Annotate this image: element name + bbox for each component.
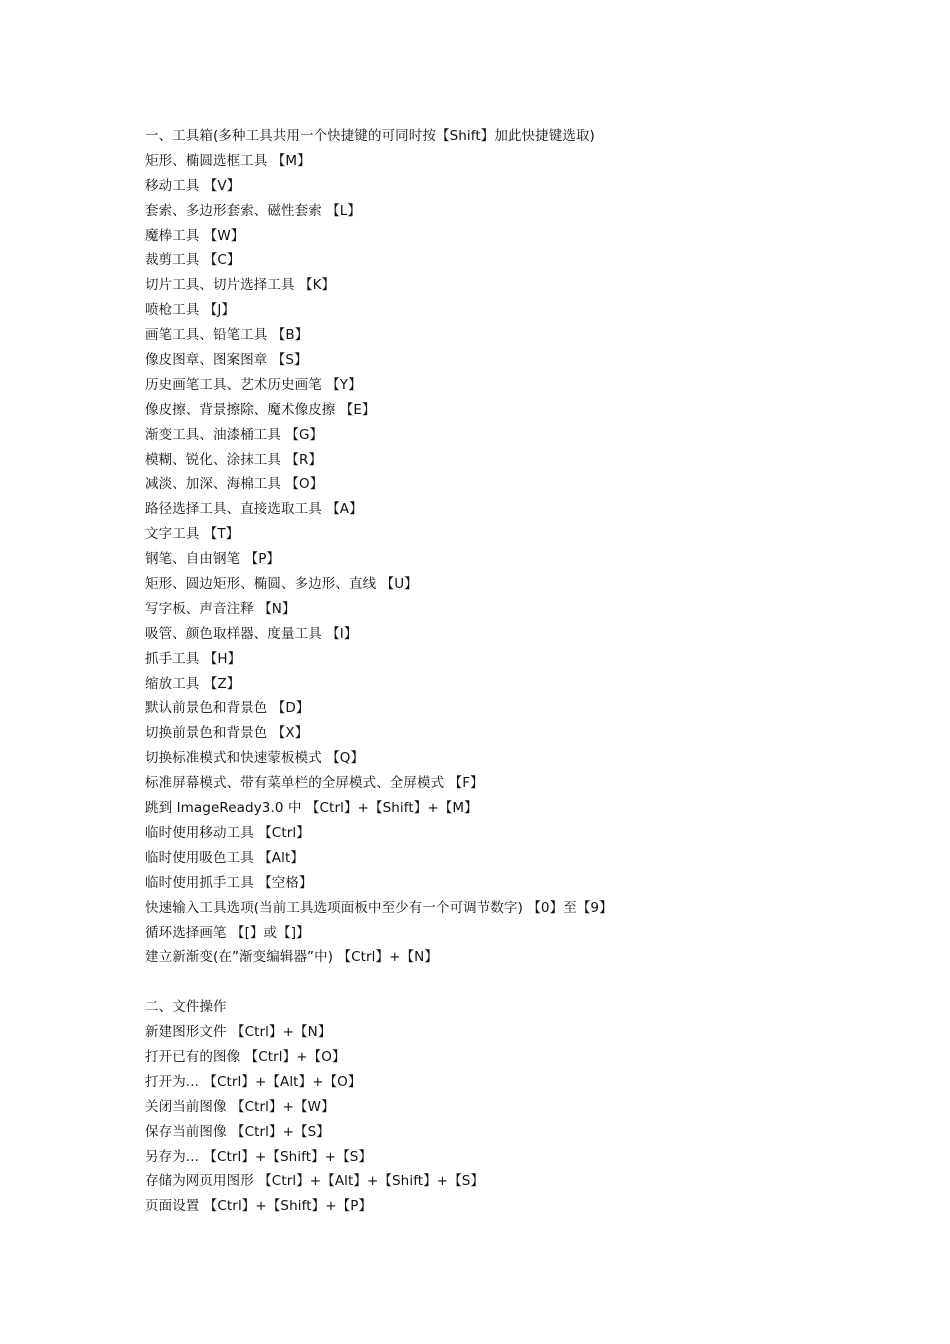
- shortcut-line: 建立新渐变(在”渐变编辑器”中) 【Ctrl】+【N】: [145, 949, 438, 966]
- shortcut-line: 历史画笔工具、艺术历史画笔 【Y】: [145, 376, 362, 393]
- shortcut-line: 矩形、椭圆选框工具 【M】: [145, 152, 311, 169]
- shortcut-line: 移动工具 【V】: [145, 177, 241, 194]
- shortcut-line: 默认前景色和背景色 【D】: [145, 700, 310, 717]
- shortcut-line: 页面设置 【Ctrl】+【Shift】+【P】: [145, 1198, 373, 1215]
- section-heading-toolbox: 一、工具箱(多种工具共用一个快捷键的可同时按【Shift】加此快捷键选取): [145, 128, 595, 144]
- shortcut-line: 像皮图章、图案图章 【S】: [145, 352, 308, 369]
- shortcut-line: 打开为... 【Ctrl】+【Alt】+【O】: [145, 1073, 362, 1090]
- shortcut-line: 切换前景色和背景色 【X】: [145, 725, 309, 742]
- shortcut-line: 打开已有的图像 【Ctrl】+【O】: [145, 1048, 346, 1065]
- shortcut-line: 渐变工具、油漆桶工具 【G】: [145, 426, 324, 443]
- shortcut-line: 新建图形文件 【Ctrl】+【N】: [145, 1024, 332, 1041]
- shortcut-line: 存储为网页用图形 【Ctrl】+【Alt】+【Shift】+【S】: [145, 1173, 485, 1190]
- shortcut-line: 矩形、圆边矩形、椭圆、多边形、直线 【U】: [145, 576, 418, 593]
- shortcut-line: 标准屏幕模式、带有菜单栏的全屏模式、全屏模式 【F】: [145, 775, 484, 792]
- shortcut-line: 切换标准模式和快速蒙板模式 【Q】: [145, 750, 365, 767]
- shortcut-line: 魔棒工具 【W】: [145, 227, 245, 244]
- shortcut-line: 缩放工具 【Z】: [145, 675, 241, 692]
- shortcut-line: 临时使用抓手工具 【空格】: [145, 874, 313, 891]
- shortcut-line: 切片工具、切片选择工具 【K】: [145, 277, 336, 294]
- shortcut-line: 画笔工具、铅笔工具 【B】: [145, 327, 309, 344]
- shortcut-line: 临时使用吸色工具 【Alt】: [145, 849, 304, 866]
- shortcut-line: 临时使用移动工具 【Ctrl】: [145, 824, 310, 841]
- shortcut-line: 钢笔、自由钢笔 【P】: [145, 551, 281, 568]
- shortcut-line: 写字板、声音注释 【N】: [145, 600, 296, 617]
- shortcut-line: 喷枪工具 【J】: [145, 302, 236, 319]
- shortcut-line: 关闭当前图像 【Ctrl】+【W】: [145, 1098, 335, 1115]
- shortcut-line: 抓手工具 【H】: [145, 650, 242, 667]
- shortcut-line: 循环选择画笔 【[】或【]】: [145, 924, 310, 941]
- shortcut-line: 文字工具 【T】: [145, 526, 240, 543]
- shortcut-line: 另存为... 【Ctrl】+【Shift】+【S】: [145, 1148, 373, 1165]
- shortcut-line: 路径选择工具、直接选取工具 【A】: [145, 501, 363, 518]
- document-content: [145, 124, 905, 1219]
- shortcut-line: 套索、多边形套索、磁性套索 【L】: [145, 202, 362, 219]
- shortcut-line: 跳到 ImageReady3.0 中 【Ctrl】+【Shift】+【M】: [145, 800, 478, 817]
- shortcut-line: 裁剪工具 【C】: [145, 252, 241, 269]
- shortcut-line: 模糊、锐化、涂抹工具 【R】: [145, 451, 323, 468]
- shortcut-line: 保存当前图像 【Ctrl】+【S】: [145, 1123, 330, 1140]
- section-heading-file-operations: 二、文件操作: [145, 999, 227, 1016]
- shortcut-line: 减淡、加深、海棉工具 【O】: [145, 476, 324, 493]
- shortcut-line: 吸管、颜色取样器、度量工具 【I】: [145, 625, 358, 642]
- shortcut-line: 像皮擦、背景擦除、魔术像皮擦 【E】: [145, 401, 376, 418]
- shortcut-line: 快速输入工具选项(当前工具选项面板中至少有一个可调节数字) 【0】至【9】: [145, 899, 613, 916]
- section-spacer: [145, 970, 905, 995]
